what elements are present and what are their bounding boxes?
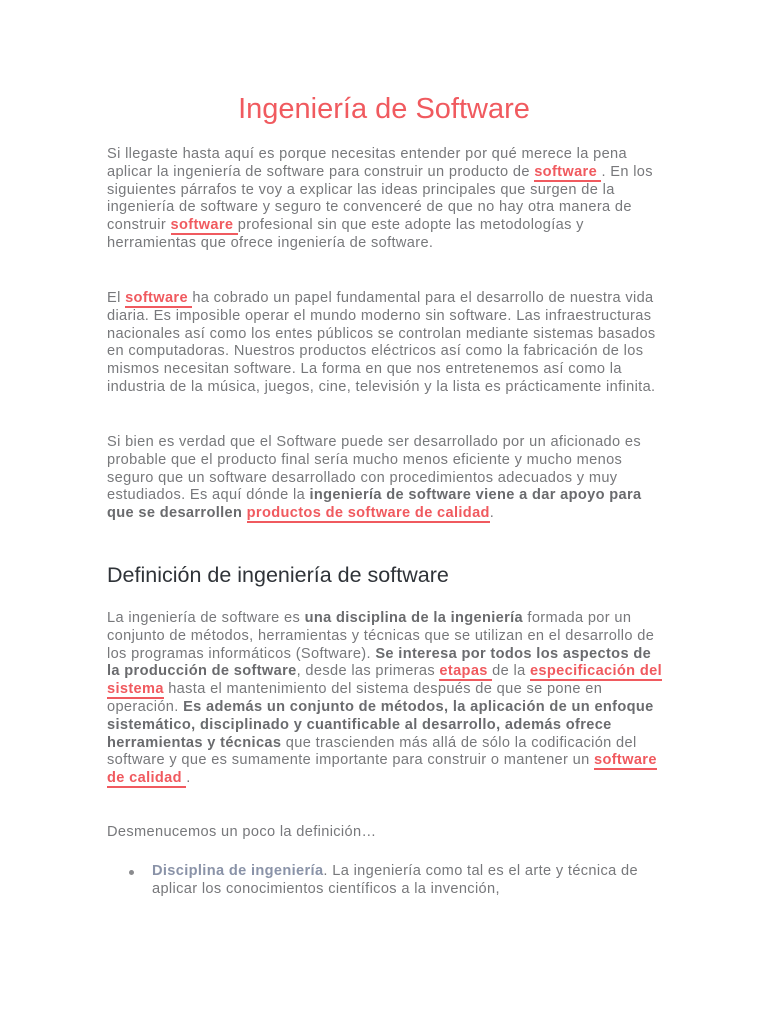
list-item — [107, 863, 667, 899]
software-link-1[interactable]: software — [534, 163, 602, 180]
p4-text-7: . — [186, 770, 191, 787]
page-title: Ingeniería de Software — [238, 93, 530, 125]
p4-bold-1: una disciplina de la ingeniería — [304, 610, 524, 626]
p4-bold-3: Es además un conjunto de métodos, la aplicación de un enfoque sistemático, disciplinado y cuantificable al desarrollo, además ofrece herramientas y técnicas — [107, 698, 654, 751]
bullet-term: Disciplina de ingeniería — [152, 863, 324, 879]
software-link-2[interactable]: software — [170, 217, 238, 234]
p1-text-1: Si llegaste hasta aquí es porque necesitas entender por qué merece la pena aplicar la ingeniería de software para construir un producto de — [107, 146, 627, 180]
quality-software-link[interactable]: software de calidad — [107, 752, 657, 787]
definition-bullet-list — [107, 863, 667, 899]
system-specification-link[interactable]: especificación del sistema — [107, 663, 662, 698]
bullet-icon — [129, 870, 134, 875]
definition-paragraph — [107, 610, 667, 788]
p2-text-2: ha cobrado un papel fundamental para el desarrollo de nuestra vida diaria. Es imposible operar el mundo moderno sin software. Las infraestructuras nacionales así como los entes públicos se controlan mediante sistemas basados en computadoras. Nuestros productos eléctricos así como la fabricación de los mismos necesitan software. La forma en que nos entretenemos así como la industria de la música, juegos, cine, televisión y la lista es prácticamente infinita. — [107, 290, 656, 395]
p2-text-1: El — [107, 290, 126, 306]
p3-text-2: . — [489, 505, 495, 522]
etapas-link[interactable]: etapas — [439, 663, 493, 680]
definition-heading: Definición de ingeniería de software — [107, 563, 449, 587]
bullet-text: . La ingeniería como tal es el arte y técnica de aplicar los conocimientos científicos a la invención, — [152, 863, 638, 897]
p4-text-6: que trascienden más allá de sólo la codificación del software y que es sumamente importante para construir o mantener un — [107, 734, 637, 769]
p4-text-3: , desde las primeras — [296, 663, 440, 680]
p3-text-1: Si bien es verdad que el Software puede ser desarrollado por un aficionado es probable que el producto final sería mucho menos eficiente y mucho menos seguro que un software desarrollado con procedimientos adecuados y muy estudiados. Es aquí dónde la — [107, 434, 642, 504]
p1-text-2: . En los siguientes párrafos te voy a explicar las ideas principales que surgen de la ingeniería de software y seguro te convenceré de que no hay otra manera de construir — [107, 163, 653, 234]
breakdown-intro: Desmenucemos un poco la definición… — [107, 824, 377, 840]
p4-text-4: de la — [492, 663, 530, 680]
p4-text-1: La ingeniería de software es — [107, 610, 305, 626]
p3-bold-1: ingeniería de software viene a dar apoyo para que se desarrollen — [107, 487, 642, 522]
quality-paragraph — [107, 434, 667, 523]
intro-paragraph — [107, 146, 667, 253]
p4-bold-2: Se interesa por todos los aspectos de la producción de software — [107, 645, 652, 680]
software-role-paragraph — [107, 290, 667, 397]
p4-text-2: formada por un conjunto de métodos, herramientas y técnicas que se utilizan en el desarrollo de los programas informáticos (Software). — [107, 610, 655, 662]
p4-text-5: hasta el mantenimiento del sistema después de que se pone en operación. — [107, 681, 603, 715]
quality-products-link[interactable]: productos de software de calidad — [246, 505, 490, 522]
software-link-3[interactable]: software — [125, 290, 193, 306]
p1-text-3: profesional sin que este adopte las metodologías y herramientas que ofrece ingeniería de software. — [107, 217, 584, 251]
